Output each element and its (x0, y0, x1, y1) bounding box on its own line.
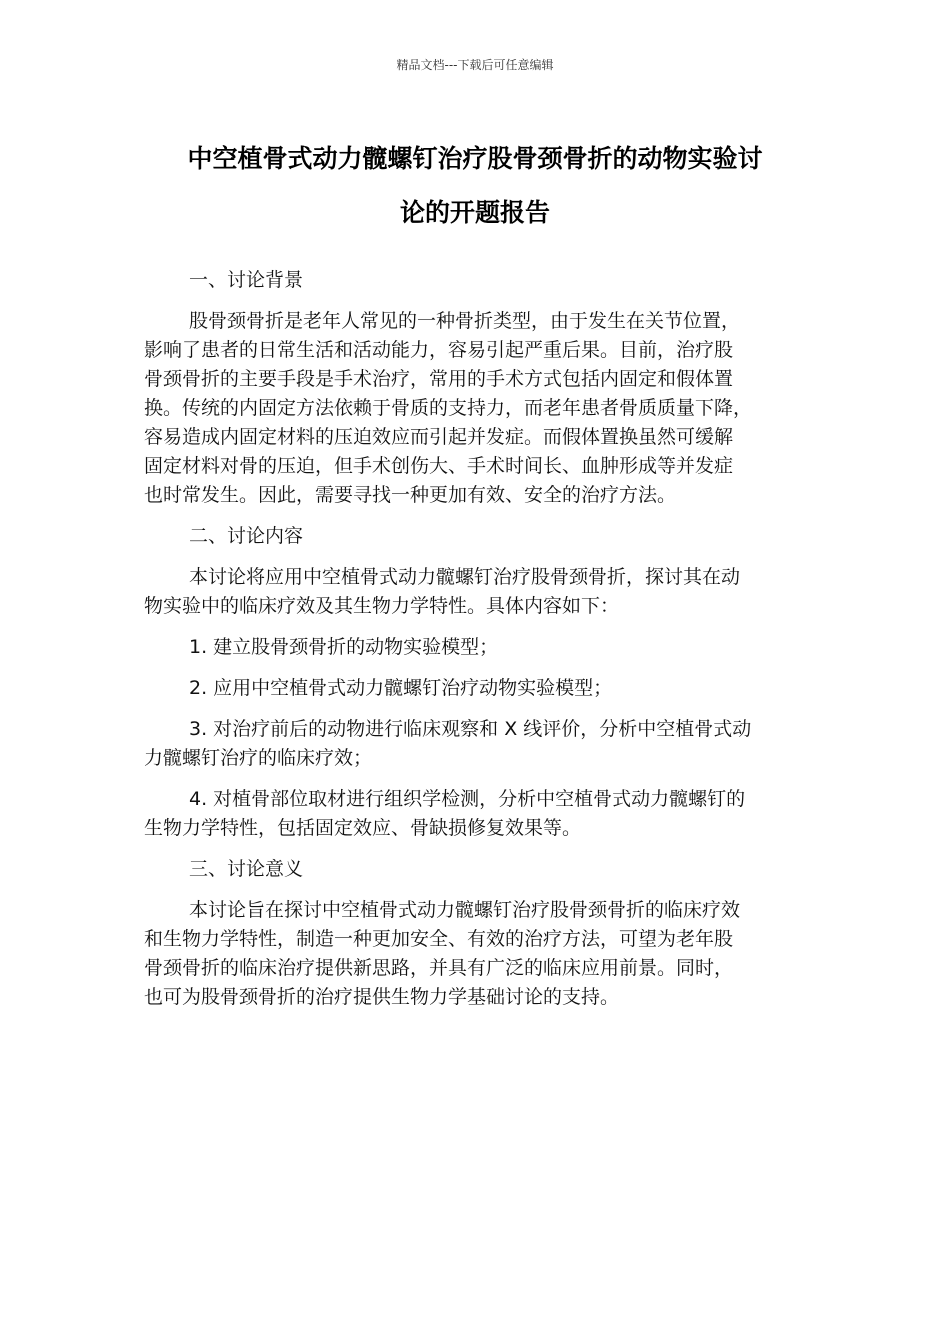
list-item (144, 785, 804, 843)
document-title (140, 132, 810, 240)
paragraph-line: 影响了患者的日常生活和活动能力，容易引起严重后果。目前，治疗股 (144, 339, 734, 361)
list-item-line: 1. 建立股骨颈骨折的动物实验模型； (189, 636, 499, 658)
list-item (144, 715, 804, 773)
paragraph-line: 固定材料对骨的压迫，但手术创伤大、手术时间长、血肿形成等并发症 (144, 455, 734, 477)
list-item (144, 674, 804, 703)
paragraph-line: 骨颈骨折的主要手段是手术治疗，常用的手术方式包括内固定和假体置 (144, 368, 734, 390)
paragraph-line: 也时常发生。因此，需要寻找一种更加有效、安全的治疗方法。 (144, 484, 677, 506)
paragraph-line: 本讨论旨在探讨中空植骨式动力髋螺钉治疗股骨颈骨折的临床疗效 (189, 899, 741, 921)
paragraph-line: 物实验中的临床疗效及其生物力学特性。具体内容如下： (144, 595, 620, 617)
background-paragraph (144, 307, 804, 510)
paragraph-line: 和生物力学特性，制造一种更加安全、有效的治疗方法，可望为老年股 (144, 928, 734, 950)
section-heading-content: 二、讨论内容 (189, 525, 304, 547)
paragraph-line: 骨颈骨折的临床治疗提供新思路，并具有广泛的临床应用前景。同时， (144, 957, 734, 979)
paragraph-line: 本讨论将应用中空植骨式动力髋螺钉治疗股骨颈骨折，探讨其在动 (189, 566, 741, 588)
list-item (144, 633, 804, 662)
significance-paragraph (144, 896, 804, 1012)
section-heading-background: 一、讨论背景 (189, 269, 304, 291)
paragraph-line: 换。传统的内固定方法依赖于骨质的支持力，而老年患者骨质质量下降， (144, 397, 753, 419)
paragraph-line: 也可为股骨颈骨折的治疗提供生物力学基础讨论的支持。 (144, 986, 620, 1008)
list-item-line: 3. 对治疗前后的动物进行临床观察和 X 线评价，分析中空植骨式动 (189, 718, 752, 740)
list-item-line: 2. 应用中空植骨式动力髋螺钉治疗动物实验模型； (189, 677, 613, 699)
content-paragraph (144, 563, 804, 621)
header-note: 精品文档---下载后可任意编辑 (396, 58, 554, 72)
paragraph-line: 股骨颈骨折是老年人常见的一种骨折类型，由于发生在关节位置， (189, 310, 741, 332)
section-heading-significance: 三、讨论意义 (189, 858, 304, 880)
paragraph-line: 容易造成内固定材料的压迫效应而引起并发症。而假体置换虽然可缓解 (144, 426, 734, 448)
title-line-2: 论的开题报告 (399, 198, 550, 227)
title-line-1: 中空植骨式动力髋螺钉治疗股骨颈骨折的动物实验讨 (187, 144, 763, 173)
list-item-line: 生物力学特性，包括固定效应、骨缺损修复效果等。 (144, 817, 582, 839)
list-item-line: 4. 对植骨部位取材进行组织学检测，分析中空植骨式动力髋螺钉的 (189, 788, 746, 810)
list-item-line: 力髋螺钉治疗的临床疗效； (144, 747, 373, 769)
document-body (144, 266, 804, 1012)
